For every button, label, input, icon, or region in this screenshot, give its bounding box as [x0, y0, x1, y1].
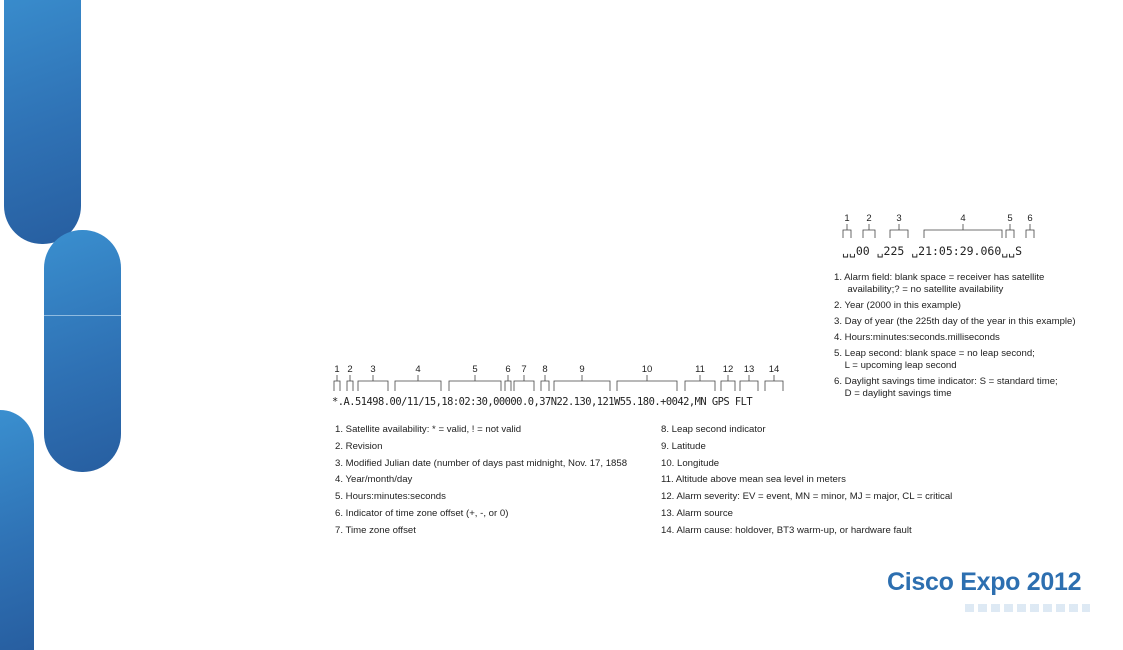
- legend-line: 6. Indicator of time zone offset (+, -, or 0): [335, 507, 509, 519]
- example2-field-numbers: [334, 364, 779, 375]
- example2-legend-left: [335, 422, 627, 540]
- ex1-num: 6: [1027, 213, 1033, 224]
- ex2-num: 6: [505, 364, 511, 375]
- legend-line: 1. Alarm field: blank space = receiver has satellite: [834, 272, 1045, 283]
- ex1-num: 5: [1007, 213, 1013, 224]
- ex2-num: 14: [768, 364, 780, 375]
- legend-line: 12. Alarm severity: EV = event, MN = minor, MJ = major, CL = critical: [661, 491, 953, 503]
- ex2-num: 7: [521, 364, 527, 375]
- ex2-num: 5: [472, 364, 478, 375]
- legend-line: 5. Leap second: blank space = no leap second;: [834, 348, 1035, 359]
- ex2-num: 12: [722, 364, 734, 375]
- legend-line: 11. Altitude above mean sea level in meters: [661, 474, 846, 486]
- legend-line: 2. Revision: [335, 440, 383, 452]
- legend-line: 9. Latitude: [661, 440, 706, 452]
- brand-reflection: [965, 604, 1090, 612]
- example1-format-string: ␣␣00 ␣225 ␣21:05:29.060␣␣S: [842, 244, 1023, 258]
- ex2-num: 1: [334, 364, 340, 375]
- ex2-num: 2: [347, 364, 353, 375]
- legend-line: L = upcoming leap second: [834, 360, 957, 371]
- legend-line: 4. Hours:minutes:seconds.milliseconds: [834, 332, 1000, 343]
- ex1-num: 1: [844, 213, 850, 224]
- legend-line: 8. Leap second indicator: [661, 424, 766, 435]
- ex2-num: 3: [370, 364, 376, 375]
- legend-line: 2. Year (2000 in this example): [834, 300, 961, 311]
- ex1-num: 2: [866, 213, 872, 224]
- ex2-num: 11: [695, 364, 705, 375]
- legend-line: D = daylight savings time: [834, 388, 952, 399]
- brand-logo-text: Cisco Expo 2012: [887, 568, 1082, 596]
- legend-line: 5. Hours:minutes:seconds: [335, 491, 446, 503]
- legend-line: 14. Alarm cause: holdover, BT3 warm-up, or hardware fault: [661, 524, 912, 536]
- example2-brackets: [334, 375, 783, 391]
- legend-line: 3. Modified Julian date (number of days past midnight, Nov. 17, 1858: [335, 457, 628, 469]
- example1-legend: [834, 272, 1076, 400]
- legend-line: 1. Satellite availability: * = valid, ! = not valid: [335, 424, 522, 435]
- ex1-num: 4: [960, 213, 966, 224]
- legend-line: 7. Time zone offset: [335, 524, 416, 536]
- ex2-num: 13: [743, 364, 755, 375]
- legend-line: 10. Longitude: [661, 457, 720, 469]
- ex2-num: 9: [579, 364, 585, 375]
- legend-line: 6. Daylight savings time indicator: S = standard time;: [834, 376, 1058, 387]
- ex2-num: 10: [641, 364, 653, 375]
- legend-line: availability;? = no satellite availability: [834, 284, 1004, 295]
- ex1-num: 3: [896, 213, 902, 224]
- example2-legend-right: [661, 422, 952, 540]
- ex2-num: 8: [542, 364, 548, 375]
- example1-field-numbers: [844, 213, 1032, 224]
- legend-line: 3. Day of year (the 225th day of the year in this example): [834, 316, 1076, 327]
- example2-format-string: *.A.51498.00/11/15,18:02:30,00000.0,37N22.130,121W55.180.+0042,MN GPS FLT: [332, 396, 753, 408]
- ex2-num: 4: [415, 364, 421, 375]
- legend-line: 4. Year/month/day: [335, 474, 413, 486]
- example1-brackets: [843, 224, 1034, 238]
- legend-line: 13. Alarm source: [661, 507, 733, 519]
